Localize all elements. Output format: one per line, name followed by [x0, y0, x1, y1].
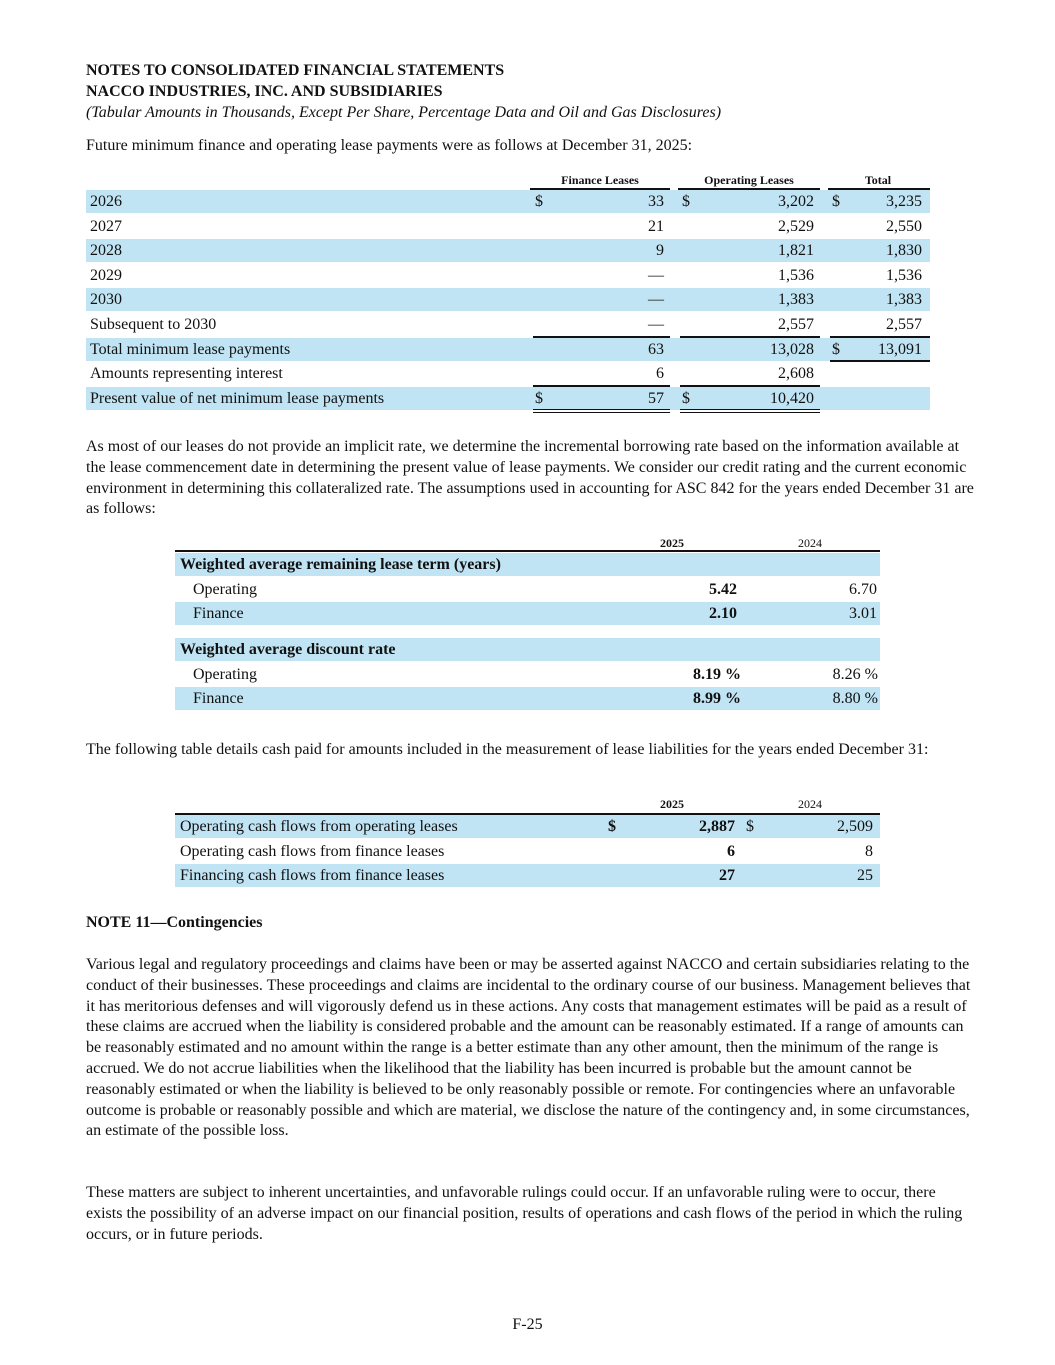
doc-header-title: NOTES TO CONSOLIDATED FINANCIAL STATEMENTS — [86, 62, 505, 79]
note-11-heading: NOTE 11—Contingencies — [86, 914, 263, 931]
table-row: 2028 9 1,821 1,830 — [86, 239, 930, 262]
table-row: 2027 21 2,529 2,550 — [90, 218, 922, 235]
table-row: Operating 8.19 % 8.26 % — [193, 666, 878, 683]
col-2025: 2025 — [660, 797, 684, 811]
table-row: Subsequent to 2030 — 2,557 2,557 — [90, 316, 922, 333]
table-row: 2030 — 1,383 1,383 — [86, 288, 930, 311]
table-row: Finance 8.99 % 8.80 % — [175, 687, 880, 710]
doc-header-subtitle: (Tabular Amounts in Thousands, Except Per Share, Percentage Data and Oil and Gas Disclosures) — [86, 104, 722, 121]
page-number: F-25 — [512, 1316, 543, 1333]
section-header-lease-term: Weighted average remaining lease term (years) — [175, 553, 880, 576]
col-2024: 2024 — [798, 797, 822, 811]
note-11-paragraph-2: These matters are subject to inherent uncertainties, and unfavorable rulings could occur. If an unfavorable ruling were to occur, there exists the possibility of an adverse impact on our financial position, results of operations and cash flows of the period in which the ruling occurs, or in future periods. — [86, 1184, 963, 1243]
table-row: Operating cash flows from operating leases $ 2,887 $ 2,509 — [175, 815, 880, 838]
col-2025: 2025 — [660, 536, 684, 550]
table-row-total: Total minimum lease payments 63 13,028 $ 13,091 — [86, 338, 930, 361]
table-row: Financing cash flows from finance leases 27 25 — [175, 864, 880, 887]
intro-lease-payments: Future minimum finance and operating lease payments were as follows at December 31, 2025: — [86, 137, 693, 154]
col-2024: 2024 — [798, 536, 822, 550]
section-header-discount-rate: Weighted average discount rate — [175, 638, 880, 661]
table-row: Operating 5.42 6.70 — [193, 581, 877, 598]
table-row: 2029 — 1,536 1,536 — [90, 267, 922, 284]
col-operating-leases: Operating Leases — [704, 173, 794, 187]
doc-header-company: NACCO INDUSTRIES, INC. AND SUBSIDIARIES — [86, 83, 443, 100]
col-finance-leases: Finance Leases — [561, 173, 639, 187]
intro-cash-paid: The following table details cash paid for amounts included in the measurement of lease liabilities for the years ended December 31: — [86, 741, 929, 758]
note-11-paragraph-1: Various legal and regulatory proceedings and claims have been or may be asserted against NACCO and certain subsidiaries relating to the conduct of their businesses. These proceedings and claims are incidental to the ordinary course of our business. Management believes that it has meritorious defenses and will vigorously defend us in these actions. Any costs that management estimates will be paid as a result of these claims are accrued when the liability is considered probable and the amount can be reasonably estimated. If a range of amounts can be reasonably estimated and no amount within the range is a better estimate than any other amount, then the minimum of the range is accrued. We do not accrue liabilities when the likelihood that the liability has been incurred is probable but the amount cannot be reasonably estimated or when the liability is believed to be only reasonably possible or remote. For contingencies where an unfavorable outcome is probable or reasonably possible and which are material, we disclose the nature of the contingency and, in some circumstances, an estimate of the possible loss. — [86, 956, 971, 1140]
table-row: Amounts representing interest 6 2,608 — [90, 365, 814, 382]
table-row-present-value: Present value of net minimum lease payments $ 57 $ 10,420 — [86, 387, 930, 410]
intro-assumptions: As most of our leases do not provide an implicit rate, we determine the incremental borrowing rate based on the information available at the lease commencement date in determining the present value of lease payments. We consider our credit rating and the current economic environment in determining this collateralized rate. The assumptions used in accounting for ASC 842 for the years ended December 31 are as follows: — [86, 438, 974, 518]
table-row: 2026 $ 33 $ 3,202 $ 3,235 — [86, 190, 930, 213]
table-row: Operating cash flows from finance leases 6 8 — [180, 843, 873, 860]
table-row: Finance 2.10 3.01 — [175, 602, 880, 625]
col-total: Total — [864, 173, 892, 187]
